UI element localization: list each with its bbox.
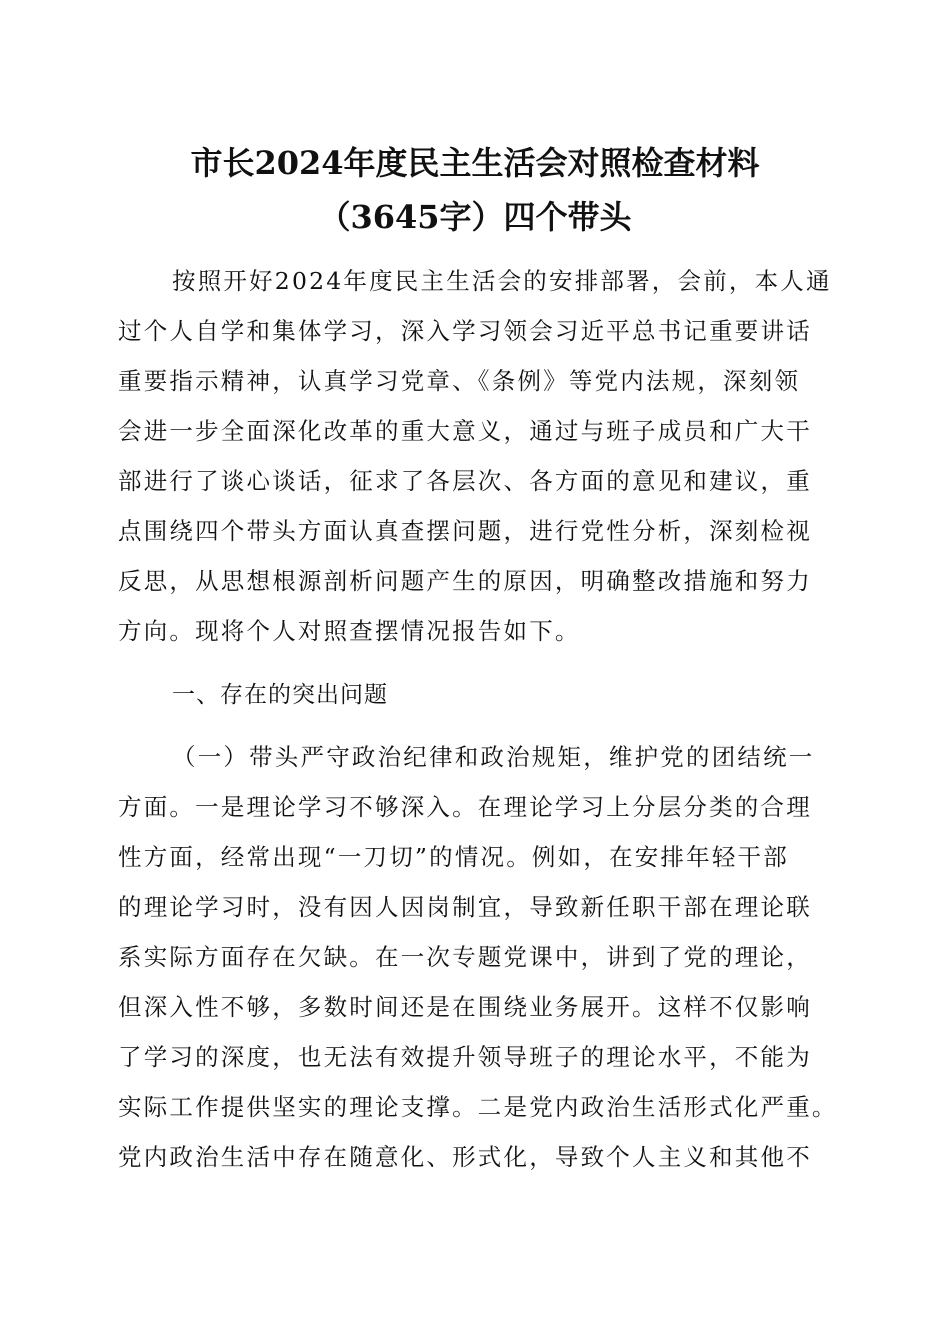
paragraph-line: 但深入性不够，多数时间还是在围绕业务展开。这样不仅影响 xyxy=(118,993,812,1021)
paragraph-line: 方面。一是理论学习不够深入。在理论学习上分层分类的合理 xyxy=(118,793,812,821)
section-heading: 一、存在的突出问题 xyxy=(172,682,388,708)
paragraph-line: 了学习的深度，也无法有效提升领导班子的理论水平，不能为 xyxy=(118,1043,812,1071)
paragraph-line: 按照开好2024年度民主生活会的安排部署，会前，本人通 xyxy=(172,267,832,295)
paragraph-line: 会进一步全面深化改革的重大意义，通过与班子成员和广大干 xyxy=(118,417,812,445)
paragraph-line: 实际工作提供坚实的理论支撑。二是党内政治生活形式化严重。 xyxy=(118,1093,838,1121)
paragraph-line: 过个人自学和集体学习，深入学习领会习近平总书记重要讲话 xyxy=(118,317,812,345)
paragraph-line: 反思，从思想根源剖析问题产生的原因，明确整改措施和努力 xyxy=(118,567,812,595)
paragraph-line: 党内政治生活中存在随意化、形式化，导致个人主义和其他不 xyxy=(118,1143,812,1171)
title-line-2: （3645字）四个带头 xyxy=(318,198,632,236)
paragraph-line: 的理论学习时，没有因人因岗制宜，导致新任职干部在理论联 xyxy=(118,893,812,921)
paragraph-line: （一）带头严守政治纪律和政治规矩，维护党的团结统一 xyxy=(172,743,815,771)
document-title xyxy=(0,136,950,244)
paragraph-line: 系实际方面存在欠缺。在一次专题党课中，讲到了党的理论， xyxy=(118,943,812,971)
intro-paragraph xyxy=(118,256,834,656)
paragraph-line: 点围绕四个带头方面认真查摆问题，进行党性分析，深刻检视 xyxy=(118,517,812,545)
paragraph-line: 性方面，经常出现“一刀切”的情况。例如，在安排年轻干部 xyxy=(118,843,789,871)
section-paragraph xyxy=(118,732,838,1182)
paragraph-line: 重要指示精神，认真学习党章、《条例》等党内法规，深刻领 xyxy=(118,367,801,395)
paragraph-line: 部进行了谈心谈话，征求了各层次、各方面的意见和建议，重 xyxy=(118,467,812,495)
title-line-1: 市长2024年度民主生活会对照检查材料 xyxy=(190,144,760,182)
paragraph-line: 方向。现将个人对照查摆情况报告如下。 xyxy=(118,617,581,645)
